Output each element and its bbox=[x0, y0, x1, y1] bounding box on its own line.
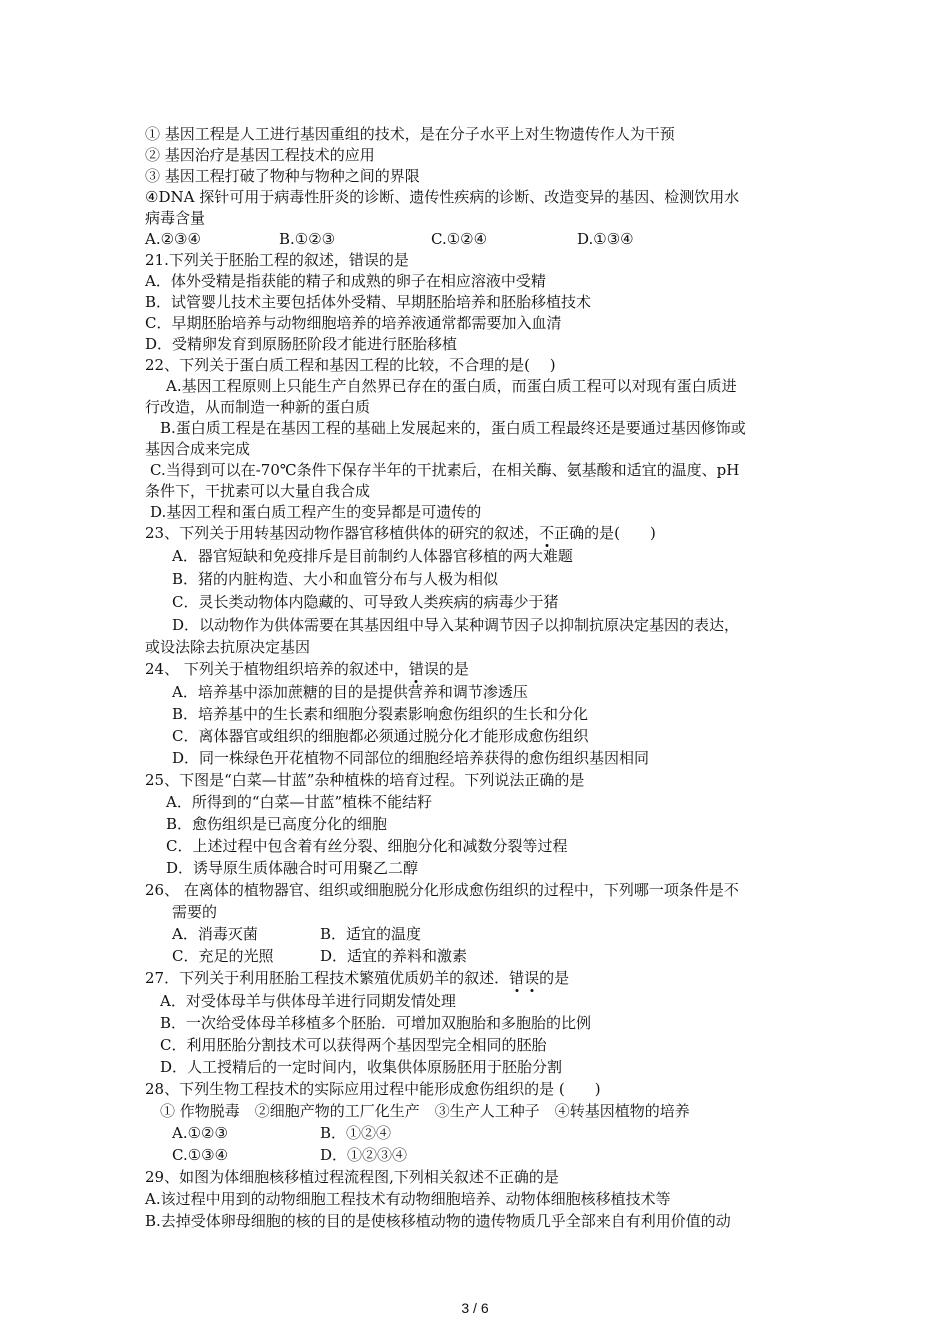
option-c: C.①②④ bbox=[431, 230, 488, 248]
question-23 bbox=[145, 523, 656, 543]
question-24 bbox=[145, 659, 469, 679]
option-c: C.当得到可以在-70℃条件下保存半年的干扰素后，在相关酶、氨基酸和适宜的温度、pH bbox=[150, 461, 740, 479]
option-d: D．受精卵发育到原肠胚阶段才能进行胚胎移植 bbox=[145, 335, 458, 353]
option-b: B．猪的内脏构造、大小和血管分布与人极为相似 bbox=[172, 570, 499, 588]
emphasis-mark: 误 bbox=[524, 969, 540, 987]
q24-text-end: 误的是 bbox=[423, 660, 469, 678]
question-21: 21.下列关于胚胎工程的叙述，错误的是 bbox=[145, 251, 409, 269]
q26-options-row2 bbox=[172, 946, 467, 966]
emphasis-mark: 不 bbox=[539, 524, 555, 542]
option-a: A．所得到的“白菜—甘蓝”植株不能结籽 bbox=[166, 793, 433, 811]
option-b: B．适宜的温度 bbox=[320, 925, 422, 943]
question-28: 28、下列生物工程技术的实际应用过程中能形成愈伤组织的是 ( ) bbox=[145, 1080, 601, 1098]
option-b: B．愈伤组织是已高度分化的细胞 bbox=[166, 815, 388, 833]
option-a: A．对受体母羊与供体母羊进行同期发情处理 bbox=[160, 992, 456, 1010]
question-29: 29、如图为体细胞核移植过程流程图,下列相关叙述不正确的是 bbox=[145, 1168, 559, 1186]
q28-statements: ① 作物脱毒 ②细胞产物的工厂化生产 ③生产人工种子 ④转基因植物的培养 bbox=[160, 1102, 690, 1120]
emphasis-mark: 错 bbox=[509, 969, 525, 987]
question-26: 26、 在离体的植物器官、组织或细胞脱分化形成愈伤组织的过程中，下列哪一项条件是不 bbox=[145, 881, 739, 899]
q28-options-row1 bbox=[172, 1123, 391, 1143]
q27-text: 27．下列关于利用胚胎工程技术繁殖优质奶羊的叙述． bbox=[145, 969, 510, 987]
option-b: B.去掉受体卵母细胞的核的目的是使核移植动物的遗传物质几乎全部来自有利用价值的动 bbox=[145, 1212, 731, 1230]
question-25: 25、下图是“白菜—甘蓝”杂种植株的培育过程。下列说法正确的是 bbox=[145, 771, 585, 789]
option-b: B．一次给受体母羊移植多个胚胎．可增加双胞胎和多胞胎的比例 bbox=[160, 1014, 592, 1032]
option-d: D．人工授精后的一定时间内，收集供体原肠胚用于胚胎分割 bbox=[160, 1058, 563, 1076]
option-c: C.①③④ bbox=[172, 1146, 229, 1164]
q27-text-end: 的是 bbox=[539, 969, 570, 987]
option-b: B．试管婴儿技术主要包括体外受精、早期胚胎培养和胚胎移植技术 bbox=[145, 293, 592, 311]
option-a-cont: 行改造，从而制造一种新的蛋白质 bbox=[145, 398, 371, 416]
statement-4-cont: 病毒含量 bbox=[145, 209, 206, 227]
option-b: B.①②③ bbox=[279, 230, 336, 248]
option-b: B．培养基中的生长素和细胞分裂素影响愈伤组织的生长和分化 bbox=[172, 705, 589, 723]
page-number: 3 / 6 bbox=[461, 1300, 489, 1316]
option-a: A．培养基中添加蔗糖的目的是提供营养和调节渗透压 bbox=[172, 683, 528, 701]
option-c: C．离体器官或组织的细胞都必须通过脱分化才能形成愈伤组织 bbox=[172, 727, 589, 745]
option-c: C．早期胚胎培养与动物细胞培养的培养液通常都需要加入血清 bbox=[145, 314, 562, 332]
q20-options bbox=[145, 229, 634, 249]
statement-3: ③ 基因工程打破了物种与物种之间的界限 bbox=[145, 167, 420, 185]
option-a: A.②③④ bbox=[145, 230, 201, 248]
q23-text-end: 正确的是( ) bbox=[554, 524, 656, 542]
option-a: A.①②③ bbox=[172, 1124, 228, 1142]
emphasis-mark: 错 bbox=[408, 660, 424, 678]
option-d: D．①②③④ bbox=[320, 1146, 408, 1164]
option-c: C．上述过程中包含着有丝分裂、细胞分化和减数分裂等过程 bbox=[166, 837, 568, 855]
option-d: D．适宜的养料和激素 bbox=[320, 947, 468, 965]
option-a: A．消毒灭菌 bbox=[172, 925, 258, 943]
option-a: A．器官短缺和免疫排斥是目前制约人体器官移植的两大难题 bbox=[172, 547, 573, 565]
option-d: D.基因工程和蛋白质工程产生的变异都是可遗传的 bbox=[150, 503, 482, 521]
option-d: D．以动物作为供体需要在其基因组中导入某种调节因子以抑制抗原决定基因的表达， bbox=[172, 616, 740, 634]
question-27 bbox=[145, 968, 569, 988]
q24-text: 24、 下列关于植物组织培养的叙述中， bbox=[145, 660, 409, 678]
option-d: D.①③④ bbox=[577, 230, 634, 248]
q26-options-row1 bbox=[172, 924, 421, 944]
question-26-cont: 需要的 bbox=[172, 903, 218, 921]
option-a: A．体外受精是指获能的精子和成熟的卵子在相应溶液中受精 bbox=[145, 272, 546, 290]
option-c: C．灵长类动物体内隐藏的、可导致人类疾病的病毒少于猪 bbox=[172, 593, 559, 611]
option-d-cont: 或设法除去抗原决定基因 bbox=[145, 638, 311, 656]
statement-4: ④DNA 探针可用于病毒性肝炎的诊断、遗传性疾病的诊断、改造变异的基因、检测饮用水 bbox=[145, 188, 740, 206]
option-b: B．①②④ bbox=[320, 1124, 392, 1142]
statement-2: ② 基因治疗是基因工程技术的应用 bbox=[145, 146, 375, 164]
option-b-cont: 基因合成来完成 bbox=[145, 440, 251, 458]
q28-options-row2 bbox=[172, 1145, 407, 1165]
option-d: D．同一株绿色开花植物不同部位的细胞经培养获得的愈伤组织基因相同 bbox=[172, 749, 650, 767]
option-c: C．利用胚胎分割技术可以获得两个基因型完全相同的胚胎 bbox=[160, 1036, 547, 1054]
option-b: B.蛋白质工程是在基因工程的基础上发展起来的，蛋白质工程最终还是要通过基因修饰或 bbox=[160, 419, 746, 437]
option-c-cont: 条件下，干扰素可以大量自我合成 bbox=[145, 482, 371, 500]
statement-1: ① 基因工程是人工进行基因重组的技术，是在分子水平上对生物遗传作人为干预 bbox=[145, 125, 675, 143]
option-a: A.该过程中用到的动物细胞工程技术有动物细胞培养、动物体细胞核移植技术等 bbox=[145, 1190, 671, 1208]
option-a: A.基因工程原则上只能生产自然界已存在的蛋白质，而蛋白质工程可以对现有蛋白质进 bbox=[166, 377, 737, 395]
option-c: C．充足的光照 bbox=[172, 947, 274, 965]
option-d: D．诱导原生质体融合时可用聚乙二醇 bbox=[166, 859, 419, 877]
question-22: 22、下列关于蛋白质工程和基因工程的比较，不合理的是( ) bbox=[145, 356, 556, 374]
q23-text: 23、下列关于用转基因动物作器官移植供体的研究的叙述， bbox=[145, 524, 540, 542]
